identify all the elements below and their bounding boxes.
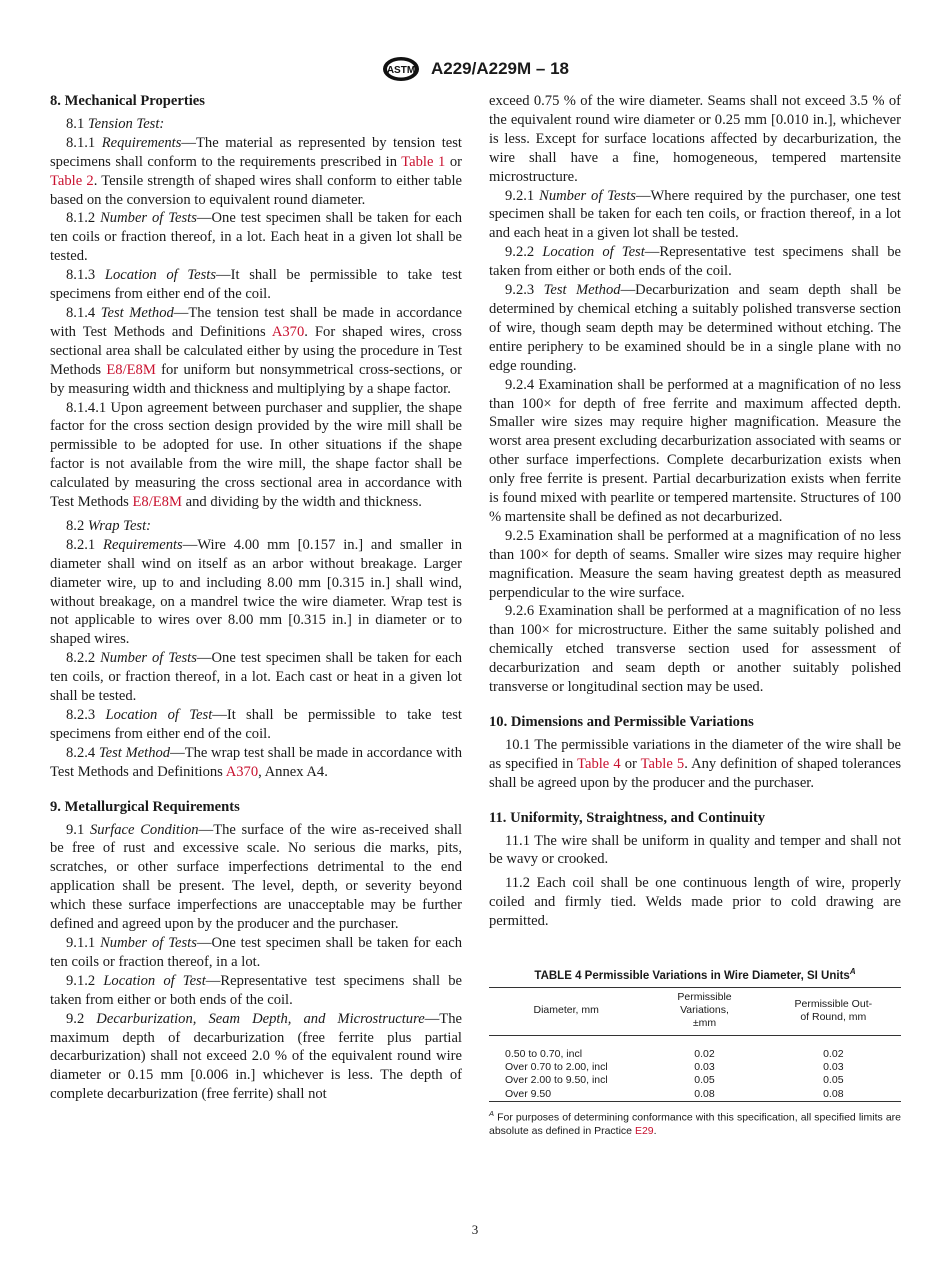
paragraph: 10.1 The permissible variations in the diameter of the wire shall be as specified in Table 4 or Table 5. Any definition of shaped tolerances shall be agreed upon by the producer and the purchaser.: [489, 736, 902, 791]
page-number: 3: [471, 1222, 479, 1237]
variations-table: [489, 987, 901, 1102]
right-column: [489, 92, 901, 1138]
table-4-link[interactable]: Table 4: [577, 755, 621, 772]
table-cell: 0.08: [823, 1087, 844, 1100]
paragraph: 8.2.1 Requirements—Wire 4.00 mm [0.157 in.] and smaller in diameter shall wind on itself as an arbor without breakage. Larger diameter wire, up to and including 8.00 mm [0.315 in.] shall wind, without breakage, on a mandrel twice the wire diameter. Wrap test is not applicable to wires over 8.00 mm [0.315 in.] in diameter or to shaped wires.: [50, 536, 462, 648]
paragraph: 8.1 Tension Test:: [66, 115, 165, 132]
table-title: TABLE 4 Permissible Variations in Wire Diameter, SI Units$^A$: [534, 967, 856, 982]
table-row: [489, 1074, 901, 1087]
section-heading: 11. Uniformity, Straightness, and Continuity: [489, 809, 766, 826]
section-heading: 10. Dimensions and Permissible Variations: [489, 714, 754, 730]
paragraph: 9.2.5 Examination shall be performed at a magnification of no less than 100× for depth of seams. Smaller wire sizes may require higher magnification. Measure the seam having greatest depth as measured perpendicular to the wire surface.: [489, 527, 901, 601]
paragraph: 11.2 Each coil shall be one continuous length of wire, properly coiled and firmly tied. Welds made prior to cold drawing are permitted.: [489, 875, 901, 930]
table-row: [489, 1088, 901, 1102]
section-heading: 8. Mechanical Properties: [50, 93, 205, 109]
paragraph: 9.1 Surface Condition—The surface of the wire as-received shall be free of rust and excessive scale. No serious die marks, pits, scratches, or other surface imperfections detrimental to the end application shall be present. The level, depth, or severity beyond which these surface imperfections are unacceptable may be further defined and agreed upon by the producer and the purchaser.: [50, 821, 462, 933]
e8-e8m-link[interactable]: E8/E8M: [132, 494, 182, 511]
table-row: [489, 1061, 901, 1074]
paragraph: 9.2 Decarburization, Seam Depth, and Microstructure—The maximum depth of decarburization (free ferrite plus partial decarburization) shall not exceed 2.0 % of the equivalent round wire diameter or 0.15 mm [0.006 in.] whichever is less. The depth of complete decarburization (free ferrite) shall not: [50, 1010, 462, 1103]
table-cell: 0.08: [694, 1087, 715, 1100]
page-header: [0, 55, 950, 83]
left-column: [50, 92, 462, 1104]
table-cell: 0.50 to 0.70, incl: [505, 1047, 583, 1060]
paragraph: 8.1.1 Requirements—The material as represented by tension test specimens shall conform to the requirements prescribed in Table 1 or Table 2. Tensile strength of shaped wires shall conform to either table based on the conversion to equivalent round diameter.: [50, 134, 462, 208]
paragraph: 9.2.1 Number of Tests—Where required by the purchaser, one test specimen shall be taken for each ten coils, or fraction thereof, in a lot and each heat in a given lot shall be tested.: [489, 187, 901, 242]
table-cell: 0.03: [823, 1061, 844, 1074]
paragraph: 8.2.3 Location of Test—It shall be permissible to take test specimens from either end of the coil.: [50, 707, 462, 742]
paragraph: 11.1 The wire shall be uniform in quality and temper and shall not be wavy or crooked.: [489, 832, 901, 868]
paragraph: 9.2.2 Location of Test—Representative test specimens shall be taken from either or both ends of the coil.: [489, 244, 901, 280]
e8-e8m-link[interactable]: E8/E8M: [106, 361, 156, 378]
table-cell: 0.02: [823, 1047, 844, 1060]
a370-link[interactable]: A370: [271, 323, 305, 340]
paragraph: 9.2.4 Examination shall be performed at a magnification of no less than 100× for depth of free ferrite and maximum affected depth. Smaller wire sizes may require higher magnification. Measure the worst area present excluding decarburization associated with seams or other surface imperfections. Complete decarburization exists when only free ferrite is present. Partial decarburization exists when ferrite is found mixed with pearlite or tempered martensite. Structures of 100 % martensite shall be defined as not decarburized.: [489, 376, 901, 525]
table-footnote: $^A$ For purposes of determining conformance with this specification, all specified limits are absolute as defined in Practice E29.: [489, 1108, 901, 1138]
paragraph: 8.1.3 Location of Tests—It shall be permissible to take test specimens from either end of the coil.: [50, 267, 462, 303]
paragraph: 8.1.4 Test Method—The tension test shall be made in accordance with Test Methods and Definitions A370. For shaped wires, cross sectional area shall be calculated either by using the procedure in Test Methods E8/E8M for uniform but nonsymmetrical cross-sections, or by measuring width and thickness and multiplying by a shape factor.: [50, 304, 462, 397]
paragraph: 9.1.1 Number of Tests—One test specimen shall be taken for each ten coils or fraction thereof, in a lot.: [50, 934, 463, 970]
paragraph: 8.2.4 Test Method—The wrap test shall be made in accordance with Test Methods and Definitions A370, Annex A4.: [50, 744, 462, 780]
table-row: [489, 1035, 901, 1061]
paragraph: exceed 0.75 % of the wire diameter. Seams shall not exceed 3.5 % of the equivalent round wire diameter or 0.25 mm [0.010 in.], whichever is less. Except for surface locations affected by decarburization, the wire shall have a fine, homogeneous, tempered martensite microstructure.: [489, 93, 901, 185]
section-heading: 9. Metallurgical Requirements: [50, 798, 240, 815]
paragraph: 9.2.6 Examination shall be performed at a magnification of no less than 100× for microstructure. Either the same suitably polished and chemically etched transverse section used for assessment of decarburization and seam depth or another suitably polished transverse or longitudinal section may be used.: [489, 603, 901, 696]
table-cell: 0.05: [823, 1074, 844, 1087]
paragraph: 8.2.2 Number of Tests—One test specimen shall be taken for each ten coils, or fraction thereof, in a lot. Each cast or heat in a given lot shall be tested.: [50, 650, 463, 705]
table-header-cell: Permissible Out-of Round, mm: [794, 997, 873, 1023]
table-cell: 0.05: [694, 1074, 715, 1087]
paragraph: 9.2.3 Test Method—Decarburization and seam depth shall be determined by chemical etching a suitably polished transverse section of wire, though seam depth may be determined without etching. The entire periphery to be examined should be in a single plane with no edge rounding.: [489, 282, 901, 374]
standard-designation: A229/A229M – 18: [431, 59, 569, 78]
table-cell: Over 0.70 to 2.00, incl: [505, 1061, 608, 1074]
table-1-link[interactable]: Table 1: [401, 153, 446, 170]
table-header-cell: Permissible Variations, ±mm: [677, 990, 732, 1030]
svg-text:ASTM: ASTM: [386, 65, 416, 76]
table-4: [489, 965, 901, 1138]
paragraph: 8.2 Wrap Test:: [66, 517, 152, 534]
table-5-link[interactable]: Table 5: [640, 755, 685, 772]
table-cell: Over 9.50: [505, 1087, 552, 1100]
paragraph: 9.1.2 Location of Test—Representative test specimens shall be taken from either or both ends of the coil.: [50, 972, 462, 1008]
table-cell: Over 2.00 to 9.50, incl: [505, 1074, 608, 1087]
a370-link[interactable]: A370: [225, 763, 259, 780]
astm-logo-icon: [381, 55, 421, 83]
e29-link[interactable]: E29: [634, 1125, 654, 1138]
table-cell: 0.02: [694, 1047, 715, 1060]
paragraph: 8.1.4.1 Upon agreement between purchaser and supplier, the shape factor for the cross section design provided by the wire mill shall be permissible to be adopted for use. In other situations if the shape factor is not available from the wire mill, the shape factor shall be calculated by measuring the cross sectional area in accordance with Test Methods E8/E8M and dividing by the width and thickness.: [50, 399, 462, 511]
table-header-cell: Diameter, mm: [533, 1004, 599, 1017]
table-header-row: [489, 987, 901, 1035]
table-cell: 0.03: [694, 1061, 715, 1074]
paragraph: 8.1.2 Number of Tests—One test specimen shall be taken for each ten coils or fraction thereof, in a lot. Each heat in a given lot shall be tested.: [50, 210, 463, 265]
table-2-link[interactable]: Table 2: [50, 172, 94, 189]
